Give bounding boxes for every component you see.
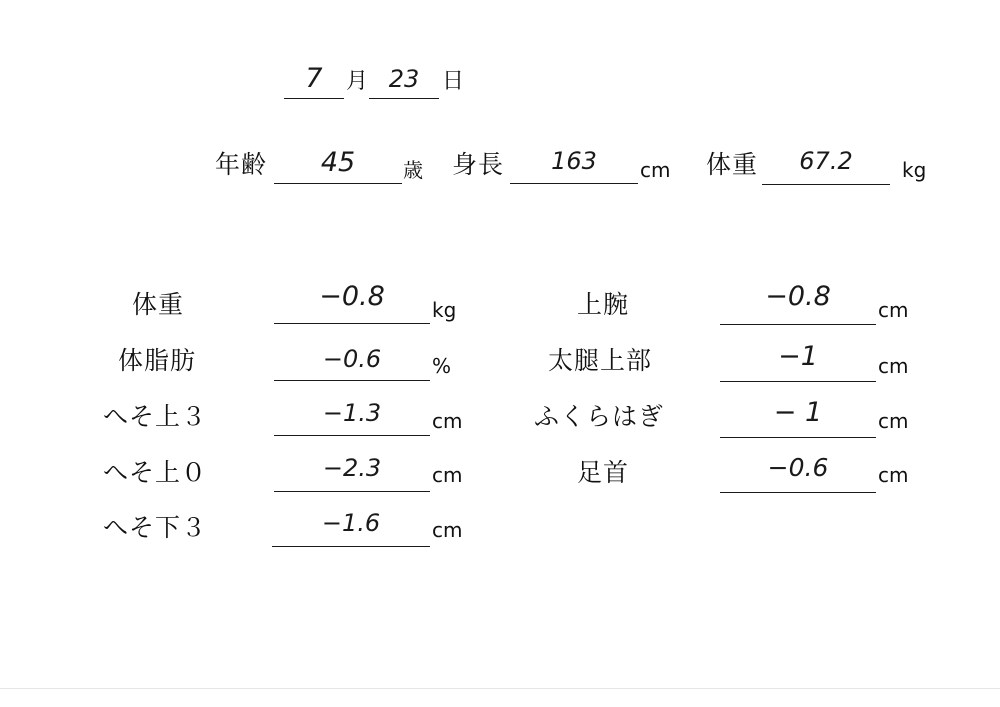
measure-value-weight: −0.8 (319, 281, 385, 312)
measure-value-upper-arm: −0.8 (765, 281, 831, 312)
weight-value: 67.2 (799, 147, 853, 175)
measure-label-navel-upper-3: へそ上３ (103, 402, 208, 431)
measure-underline-body-fat (274, 380, 430, 381)
measure-value-upper-thigh: −1 (778, 341, 818, 372)
measure-unit-body-fat: % (432, 354, 452, 378)
measure-unit-upper-arm: cm (878, 298, 909, 322)
scan-edge-line (0, 688, 1000, 689)
measure-value-navel-upper-0: −2.3 (322, 454, 382, 482)
measure-label-upper-arm: 上腕 (577, 290, 630, 319)
month-unit-label: 月 (346, 69, 370, 94)
height-label: 身長 (452, 150, 505, 179)
measure-underline-weight (274, 323, 430, 324)
month-value: 7 (305, 63, 323, 94)
measure-unit-calf: cm (878, 409, 909, 433)
day-value: 23 (388, 65, 420, 93)
measure-underline-ankle (720, 492, 876, 493)
weight-unit: kg (902, 158, 927, 182)
measure-underline-upper-thigh (720, 381, 876, 382)
measure-unit-navel-upper-3: cm (432, 409, 463, 433)
measure-underline-upper-arm (720, 324, 876, 325)
age-underline (274, 183, 402, 184)
measure-value-ankle: −0.6 (767, 453, 829, 482)
day-underline (369, 98, 439, 99)
measure-underline-navel-upper-0 (274, 491, 430, 492)
measure-label-navel-lower-3: へそ下３ (103, 513, 208, 542)
age-unit: 歳 (403, 158, 423, 182)
measure-label-navel-upper-0: へそ上０ (103, 458, 208, 487)
measure-label-ankle: 足首 (577, 458, 630, 487)
measure-unit-weight: kg (432, 298, 457, 322)
measure-label-upper-thigh: 太腿上部 (548, 346, 653, 375)
height-underline (510, 183, 638, 184)
measure-underline-calf (720, 437, 876, 438)
measure-label-calf: ふくらはぎ (534, 402, 665, 431)
age-value: 45 (320, 147, 356, 178)
measure-unit-ankle: cm (878, 463, 909, 487)
height-value: 163 (551, 147, 597, 175)
measure-value-navel-upper-3: −1.3 (322, 399, 382, 427)
day-unit-label: 日 (442, 69, 466, 94)
measure-value-calf: − 1 (773, 397, 823, 428)
measure-value-navel-lower-3: −1.6 (321, 509, 381, 537)
measure-unit-upper-thigh: cm (878, 354, 909, 378)
measure-underline-navel-lower-3 (272, 546, 430, 547)
measure-value-body-fat: −0.6 (322, 345, 382, 373)
measure-label-body-fat: 体脂肪 (118, 346, 197, 375)
weight-underline (762, 184, 890, 185)
measure-label-weight: 体重 (132, 290, 185, 319)
age-label: 年齢 (215, 150, 268, 179)
month-underline (284, 98, 344, 99)
measure-unit-navel-upper-0: cm (432, 463, 463, 487)
height-unit: cm (640, 158, 671, 182)
weight-label: 体重 (706, 150, 759, 179)
measure-unit-navel-lower-3: cm (432, 518, 463, 542)
measure-underline-navel-upper-3 (274, 435, 430, 436)
